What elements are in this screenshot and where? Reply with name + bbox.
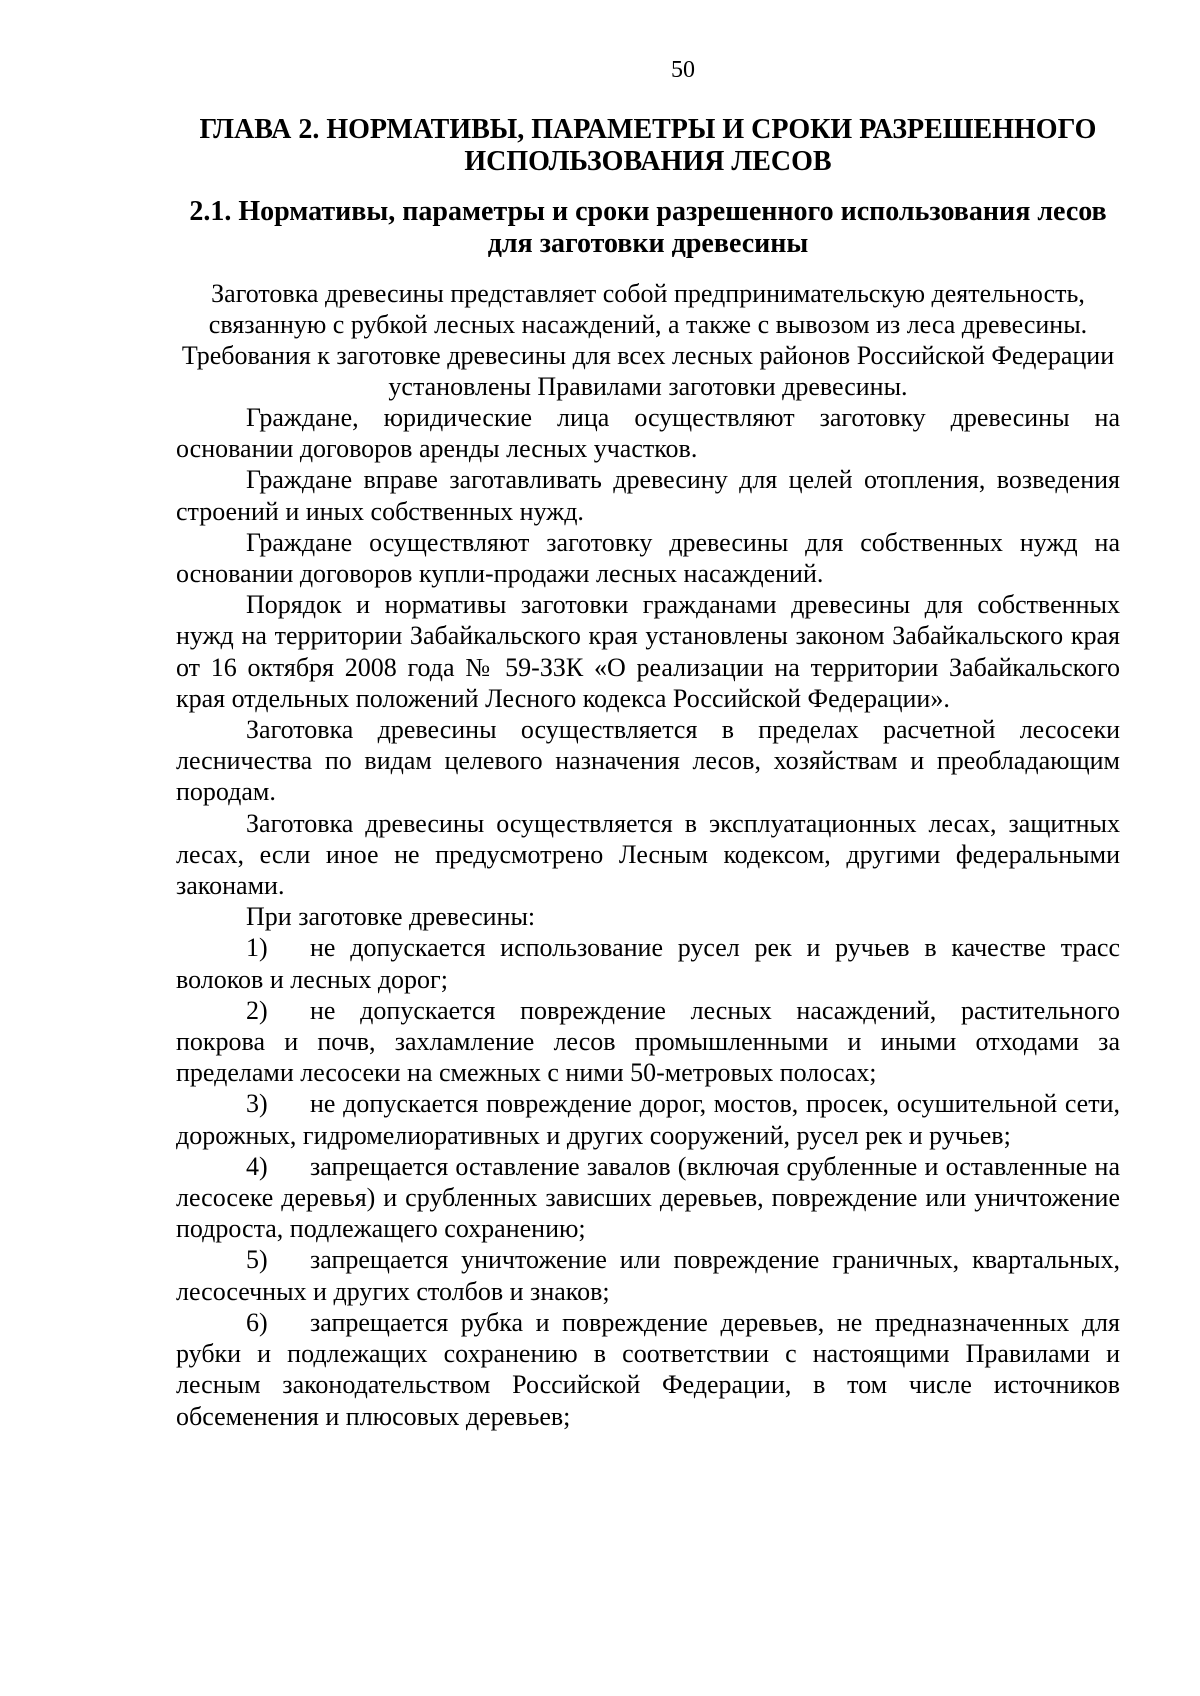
section-title: 2.1. Нормативы, параметры и сроки разрешенного использования лесов для заготовки древесины — [189, 196, 1107, 259]
list-item-number: 3) — [246, 1089, 268, 1119]
list-item — [176, 995, 1120, 1089]
paragraph: Заготовка древесины осуществляется в эксплуатационных лесах, защитных лесах, если иное не предусмотрено Лесным кодексом, другими федеральными законами. — [176, 808, 1120, 901]
list-item-number: 2) — [246, 995, 268, 1025]
list-item-text: запрещается уничтожение или повреждение граничных, квартальных, лесосечных и других столбов и знаков; — [176, 1245, 1120, 1306]
list-item — [176, 1244, 1120, 1306]
intro-paragraph: Заготовка древесины представляет собой предпринимательскую деятельность, связанную с рубкой лесных насаждений, а также с вывозом из леса древесины. Требования к заготовке древесины для всех лесных районов Российской Федерации установлены Правилами заготовки древесины. — [181, 279, 1115, 401]
list-item-number: 5) — [246, 1245, 268, 1275]
list-item — [176, 1088, 1120, 1150]
list-item — [176, 1307, 1120, 1432]
list-item-text: запрещается рубка и повреждение деревьев, не предназначенных для рубки и подлежащих сохранению в соответствии с настоящими Правилами и лесным законодательством Российской Федерации, в том числе источников обсеменения и плюсовых деревьев; — [176, 1307, 1120, 1431]
list-item-text: запрещается оставление завалов (включая срубленные и оставленные на лесосеке деревья) и срубленных зависших деревьев, повреждение или уничтожение подроста, подлежащего сохранению; — [176, 1151, 1120, 1244]
paragraph: Граждане, юридические лица осуществляют заготовку древесины на основании договоров аренды лесных участков. — [176, 403, 1120, 464]
list-item-number: 6) — [246, 1307, 268, 1337]
paragraph: Заготовка древесины осуществляется в пределах расчетной лесосеки лесничества по видам целевого назначения лесов, хозяйствам и преобладающим породам. — [176, 715, 1120, 807]
paragraph: Граждане осуществляют заготовку древесины для собственных нужд на основании договоров купли-продажи лесных насаждений. — [176, 527, 1120, 589]
page-number: 50 — [671, 57, 695, 83]
list-item-text: не допускается повреждение лесных насаждений, растительного покрова и почв, захламление лесов промышленными и иными отходами за пределами лесосеки на смежных с ними 50-метровых полосах; — [176, 995, 1120, 1088]
paragraph: Граждане вправе заготавливать древесину для целей отопления, возведения строений и иных собственных нужд. — [176, 465, 1120, 526]
paragraph: Порядок и нормативы заготовки гражданами древесины для собственных нужд на территории Забайкальского края установлены законом Забайкальского края от 16 октября 2008 года № 59-ЗЗК «О реализации на территории Забайкальского края отдельных положений Лесного кодекса Российской Федерации». — [176, 590, 1120, 713]
list-item-number: 4) — [246, 1151, 268, 1181]
list-item-text: не допускается повреждение дорог, мостов, просек, осушительной сети, дорожных, гидромелиоративных и других сооружений, русел рек и ручьев; — [176, 1089, 1120, 1150]
list-item — [176, 1151, 1120, 1245]
list-item-number: 1) — [246, 933, 268, 963]
list-item-text: не допускается использование русел рек и ручьев в качестве трасс волоков и лесных дорог; — [176, 933, 1120, 994]
list-item — [176, 932, 1120, 994]
chapter-title: ГЛАВА 2. НОРМАТИВЫ, ПАРАМЕТРЫ И СРОКИ РАЗРЕШЕННОГО ИСПОЛЬЗОВАНИЯ ЛЕСОВ — [199, 114, 1097, 177]
document-page — [176, 56, 1120, 1432]
list-lead-in: При заготовке древесины: — [246, 902, 536, 932]
